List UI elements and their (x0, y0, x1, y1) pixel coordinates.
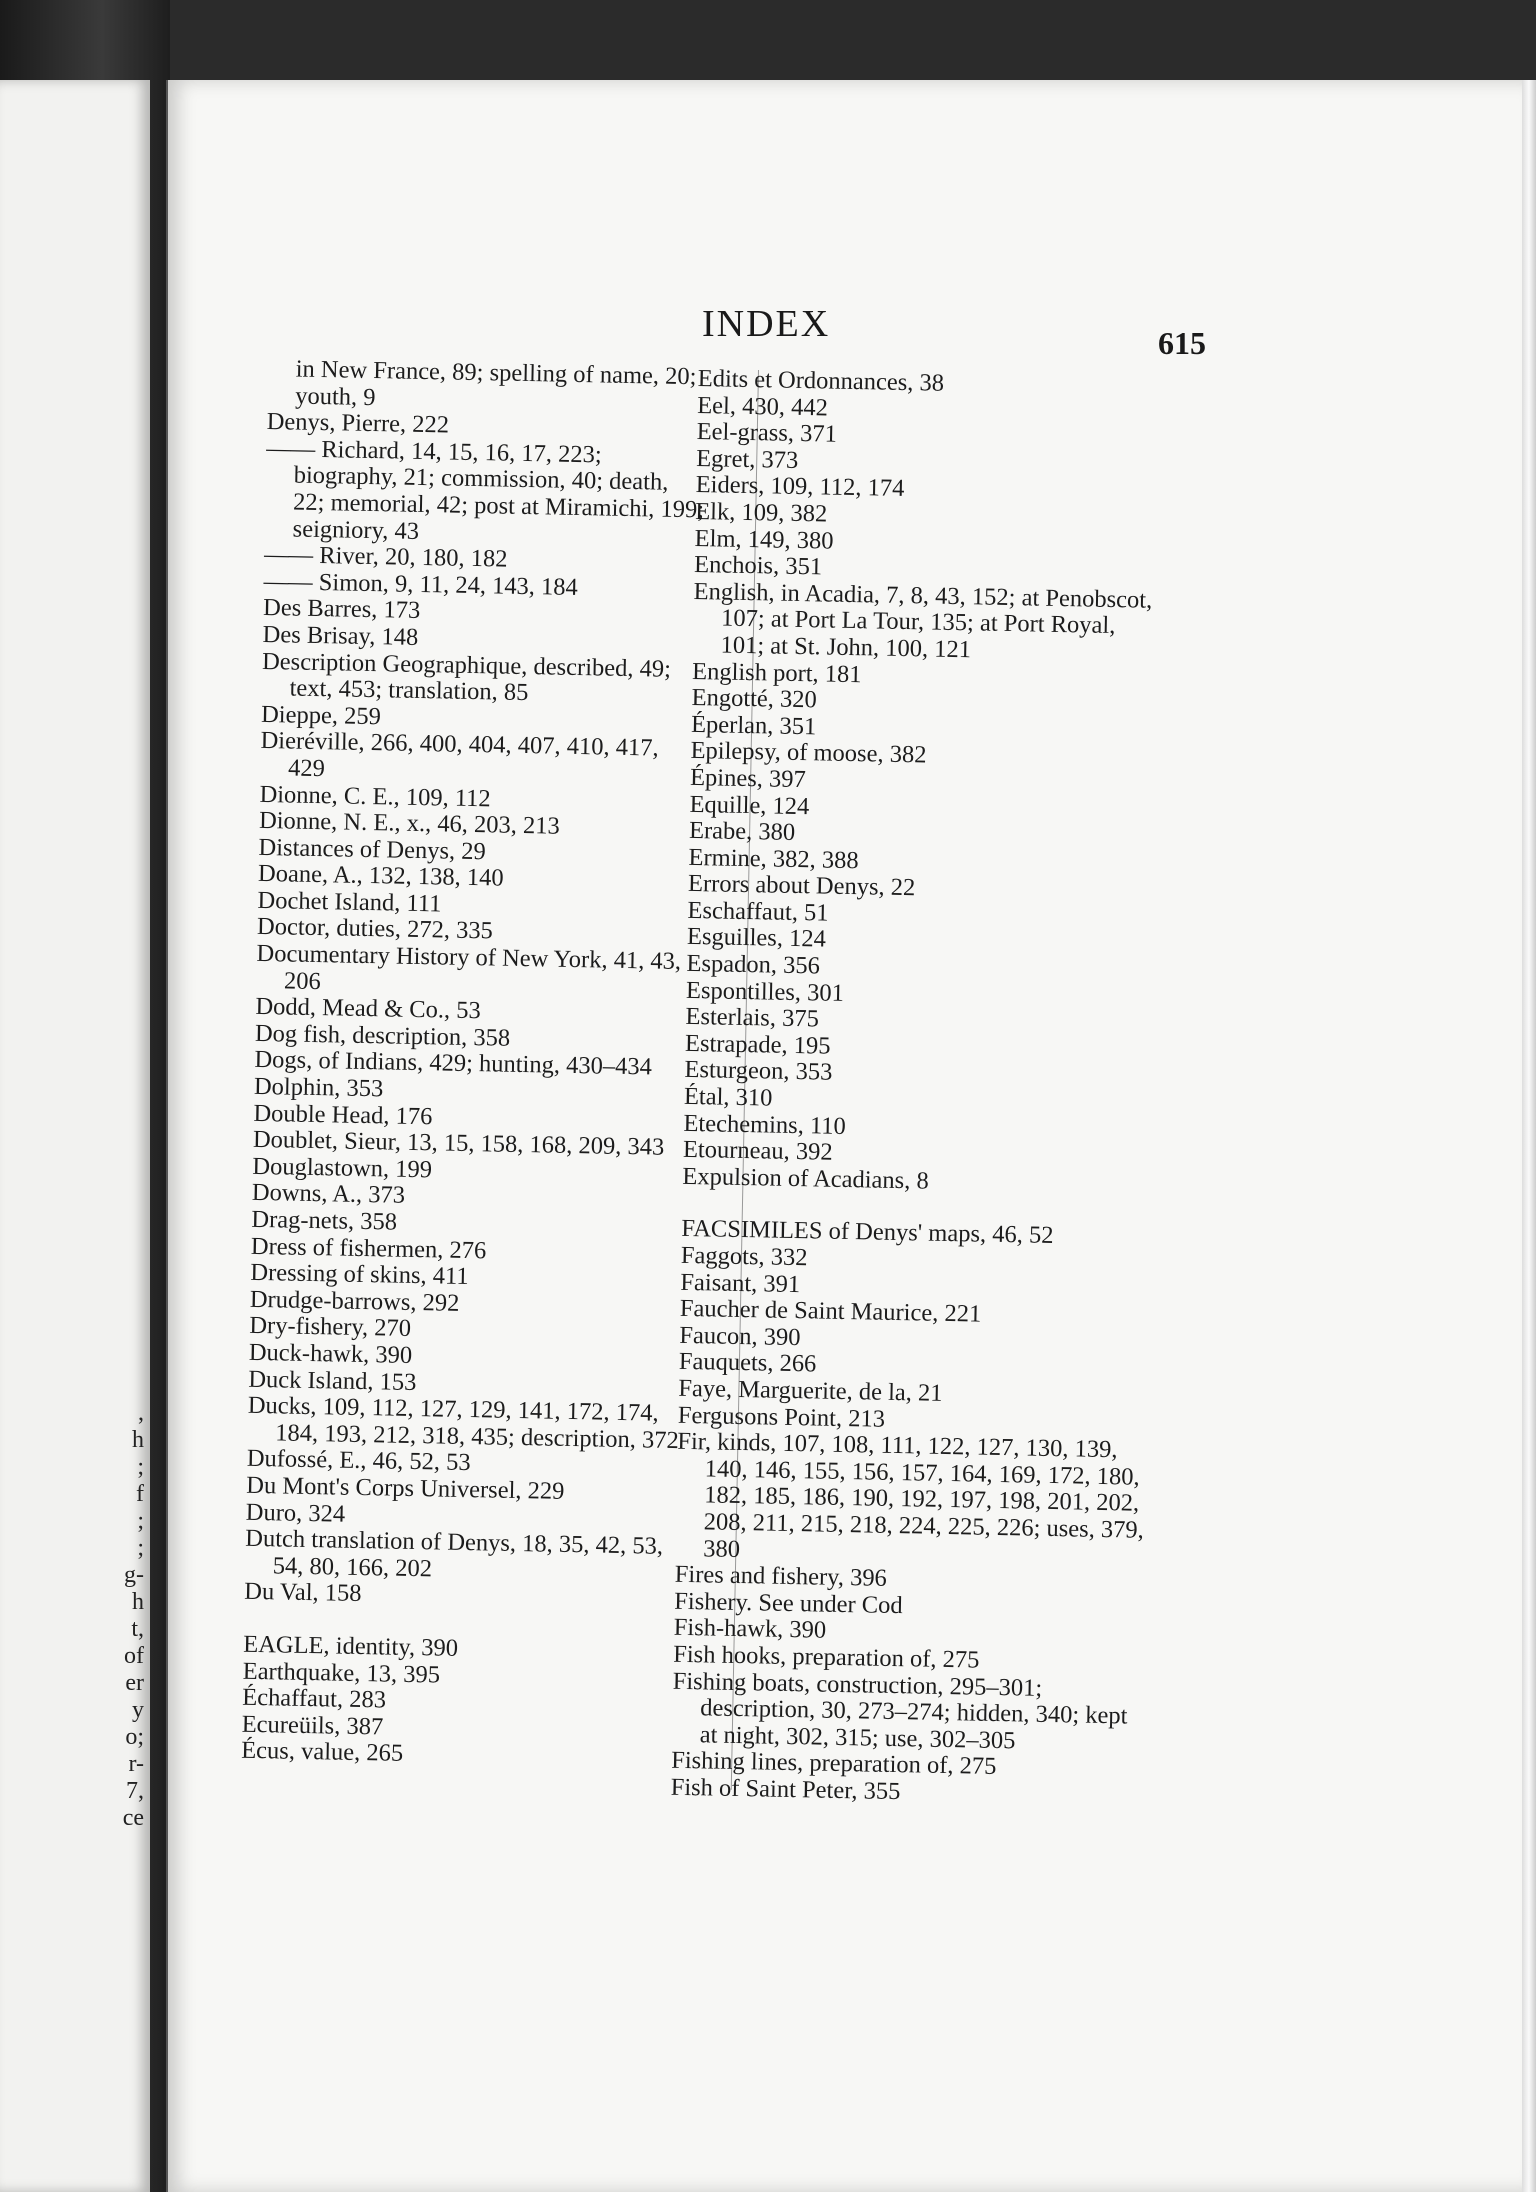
index-entry: Ecureüils, 387 (241, 1710, 384, 1741)
index-entry: Des Brisay, 148 (262, 620, 419, 651)
index-entry: Fish of Saint Peter, 355 (670, 1773, 901, 1806)
index-entry: Elm, 149, 380 (694, 524, 834, 555)
index-entry: Douglastown, 199 (252, 1152, 433, 1184)
left-edge-fragment: y (132, 1697, 144, 1723)
index-entry: Éperlan, 351 (690, 710, 817, 741)
index-entry: EAGLE, identity, 390 (243, 1630, 459, 1662)
index-entry: Elk, 109, 382 (694, 497, 828, 528)
index-entry: Eel-grass, 371 (696, 418, 838, 448)
index-entry: Etechemins, 110 (683, 1109, 847, 1140)
index-entry: Egret, 373 (695, 444, 799, 474)
index-entry: Du Mont's Corps Universel, 229 (246, 1471, 565, 1505)
index-entry: English port, 181 (691, 657, 862, 688)
left-edge-fragment: h (132, 1427, 144, 1453)
index-entry: Fishing boats, construction, 295–301; description, 30, 273–274; hidden, 340; kept at night, 302, 315; use, 302–305 (672, 1667, 1128, 1755)
index-entry: Esguilles, 124 (686, 923, 827, 954)
index-entry: Dochet Island, 111 (257, 886, 442, 918)
index-entry: Earthquake, 13, 395 (242, 1657, 441, 1689)
index-entry: English, in Acadia, 7, 8, 43, 152; at Penobscot, 107; at Port La Tour, 135; at Port Royal, 101; at St. John, 100, 121 (693, 577, 1153, 664)
index-entry: Fish-hawk, 390 (673, 1614, 827, 1645)
page-number: 615 (1158, 325, 1206, 361)
index-entry: Faucon, 390 (679, 1321, 801, 1351)
left-edge-fragment: r- (128, 1751, 144, 1777)
index-entry: —— River, 20, 180, 182 (263, 541, 508, 573)
index-entry: Duro, 324 (245, 1498, 346, 1528)
page-edge (1522, 80, 1536, 2192)
index-entry: Edits et Ordonnances, 38 (697, 365, 945, 397)
left-edge-fragment: 7, (126, 1778, 144, 1804)
left-edge-fragment: of (124, 1643, 144, 1669)
index-entry: Enchois, 351 (693, 551, 823, 581)
index-entry: Doctor, duties, 272, 335 (256, 913, 494, 945)
index-entry: FACSIMILES of Denys' maps, 46, 52 (681, 1215, 1054, 1250)
left-edge-fragment: er (125, 1670, 144, 1696)
index-entry: Eschaffaut, 51 (687, 896, 829, 927)
index-page (166, 80, 1528, 2192)
index-entry: Expulsion of Acadians, 8 (682, 1162, 929, 1195)
index-entry: Dogs, of Indians, 429; hunting, 430–434 (254, 1046, 653, 1081)
left-edge-fragment: ; (137, 1535, 144, 1561)
index-entry: Fish hooks, preparation of, 275 (673, 1640, 980, 1674)
index-entry: Doane, A., 132, 138, 140 (257, 860, 504, 892)
index-entry: Equille, 124 (689, 790, 810, 820)
index-entry: Etourneau, 392 (682, 1136, 833, 1166)
left-edge-fragment: o; (125, 1724, 144, 1750)
index-entry: Fishing lines, preparation of, 275 (670, 1747, 997, 1781)
index-entry: Dufossé, E., 46, 52, 53 (246, 1445, 471, 1477)
index-entry: Dodd, Mead & Co., 53 (255, 993, 481, 1025)
index-entry: Double Head, 176 (253, 1099, 433, 1130)
index-column-left (241, 356, 708, 1773)
left-edge-fragment: ; (137, 1508, 144, 1534)
left-page (0, 80, 150, 2192)
index-entry: Esterlais, 375 (685, 1003, 820, 1033)
index-entry: —— Richard, 14, 15, 16, 17, 223; biography, 21; commission, 40; death, 22; memorial, 42; post at Miramichi, 199; seigniory, 43 (265, 434, 705, 545)
index-entry: Épines, 397 (689, 763, 807, 794)
index-entry: Fir, kinds, 107, 108, 111, 122, 127, 130, 139, 140, 146, 155, 156, 157, 164, 169, 172, 180, 182, 185, 186, 190, 192, 197, 198, 201, 202, 208, 211, 215, 218, 224, 225, 226; uses, 379, 380 (677, 1427, 1145, 1563)
index-entry: Duck-hawk, 390 (248, 1338, 413, 1369)
index-entry: Dieppe, 259 (260, 700, 382, 730)
index-entry: Description Geographique, described, 49; text, 453; translation, 85 (261, 647, 672, 707)
index-entry: Drag-nets, 358 (251, 1205, 398, 1236)
index-entry: Ducks, 109, 112, 127, 129, 141, 172, 174, 184, 193, 212, 318, 435; description, 372 (247, 1391, 680, 1454)
left-page-edge-text (123, 1400, 144, 1832)
index-entry: Faye, Marguerite, de la, 21 (678, 1374, 943, 1407)
index-entry: Dry-fishery, 270 (249, 1312, 412, 1343)
left-edge-fragment: f (136, 1481, 144, 1507)
index-entry: Fires and fishery, 396 (674, 1560, 888, 1592)
index-entry: Du Val, 158 (244, 1578, 362, 1608)
index-entry: Doublet, Sieur, 13, 15, 158, 168, 209, 343 (252, 1126, 665, 1161)
index-entry: Duck Island, 153 (248, 1365, 417, 1396)
left-edge-fragment: , (138, 1400, 144, 1426)
index-entry: Ermine, 382, 388 (688, 843, 859, 874)
index-entry: Esturgeon, 353 (684, 1056, 833, 1087)
index-entry: Dressing of skins, 411 (250, 1259, 469, 1291)
index-entry: Étal, 310 (683, 1082, 773, 1112)
left-edge-fragment: h (132, 1589, 144, 1615)
index-entry: Epilepsy, of moose, 382 (690, 737, 927, 769)
left-edge-fragment: g- (124, 1562, 144, 1588)
index-entry: Dog fish, description, 358 (254, 1019, 511, 1052)
index-entry: Échaffaut, 283 (241, 1683, 387, 1714)
left-edge-fragment: ce (122, 1805, 144, 1831)
index-entry: Dress of fishermen, 276 (250, 1232, 487, 1264)
index-entry: Distances of Denys, 29 (258, 833, 487, 865)
left-edge-fragment: ; (137, 1454, 144, 1480)
page-title: INDEX (702, 303, 831, 345)
index-entry: Eel, 430, 442 (696, 391, 829, 422)
index-entry: Faggots, 332 (680, 1241, 808, 1272)
index-entry: Fergusons Point, 213 (677, 1401, 886, 1433)
index-entry: in New France, 89; spelling of name, 20; youth, 9 (294, 355, 697, 411)
index-entry: —— Simon, 9, 11, 24, 143, 184 (263, 567, 579, 601)
left-edge-fragment: t, (131, 1616, 144, 1642)
index-entry: Dolphin, 353 (253, 1072, 384, 1103)
index-entry: Fauquets, 266 (678, 1348, 817, 1378)
index-entry: Documentary History of New York, 41, 43, 206 (256, 939, 682, 995)
index-entry: Écus, value, 265 (240, 1737, 404, 1768)
index-entry: Downs, A., 373 (251, 1179, 406, 1210)
index-entry: Errors about Denys, 22 (687, 870, 916, 902)
index-entry: Fishery. See under Cod (674, 1587, 903, 1619)
index-entry: Dutch translation of Denys, 18, 35, 42, 53, 54, 80, 166, 202 (245, 1524, 664, 1583)
index-entry: Denys, Pierre, 222 (266, 408, 450, 439)
index-entry: Des Barres, 173 (262, 594, 421, 625)
index-entry: Engotté, 320 (691, 684, 818, 714)
index-entry: Estrapade, 195 (684, 1029, 831, 1060)
index-entry: Dionne, N. E., x., 46, 203, 213 (258, 807, 561, 840)
index-entry: Espontilles, 301 (685, 976, 845, 1007)
index-entry: Dionne, C. E., 109, 112 (259, 780, 491, 812)
index-entry: Faisant, 391 (680, 1268, 801, 1298)
index-entry: Erabe, 380 (688, 817, 796, 847)
index-entry: Drudge-barrows, 292 (249, 1285, 460, 1317)
index-entry: Dieréville, 266, 400, 404, 407, 410, 417, 429 (260, 727, 659, 783)
index-entry: Faucher de Saint Maurice, 221 (679, 1295, 982, 1328)
index-column-right (670, 366, 1167, 1810)
index-entry: Espadon, 356 (686, 949, 821, 980)
index-entry: Eiders, 109, 112, 174 (695, 471, 905, 503)
